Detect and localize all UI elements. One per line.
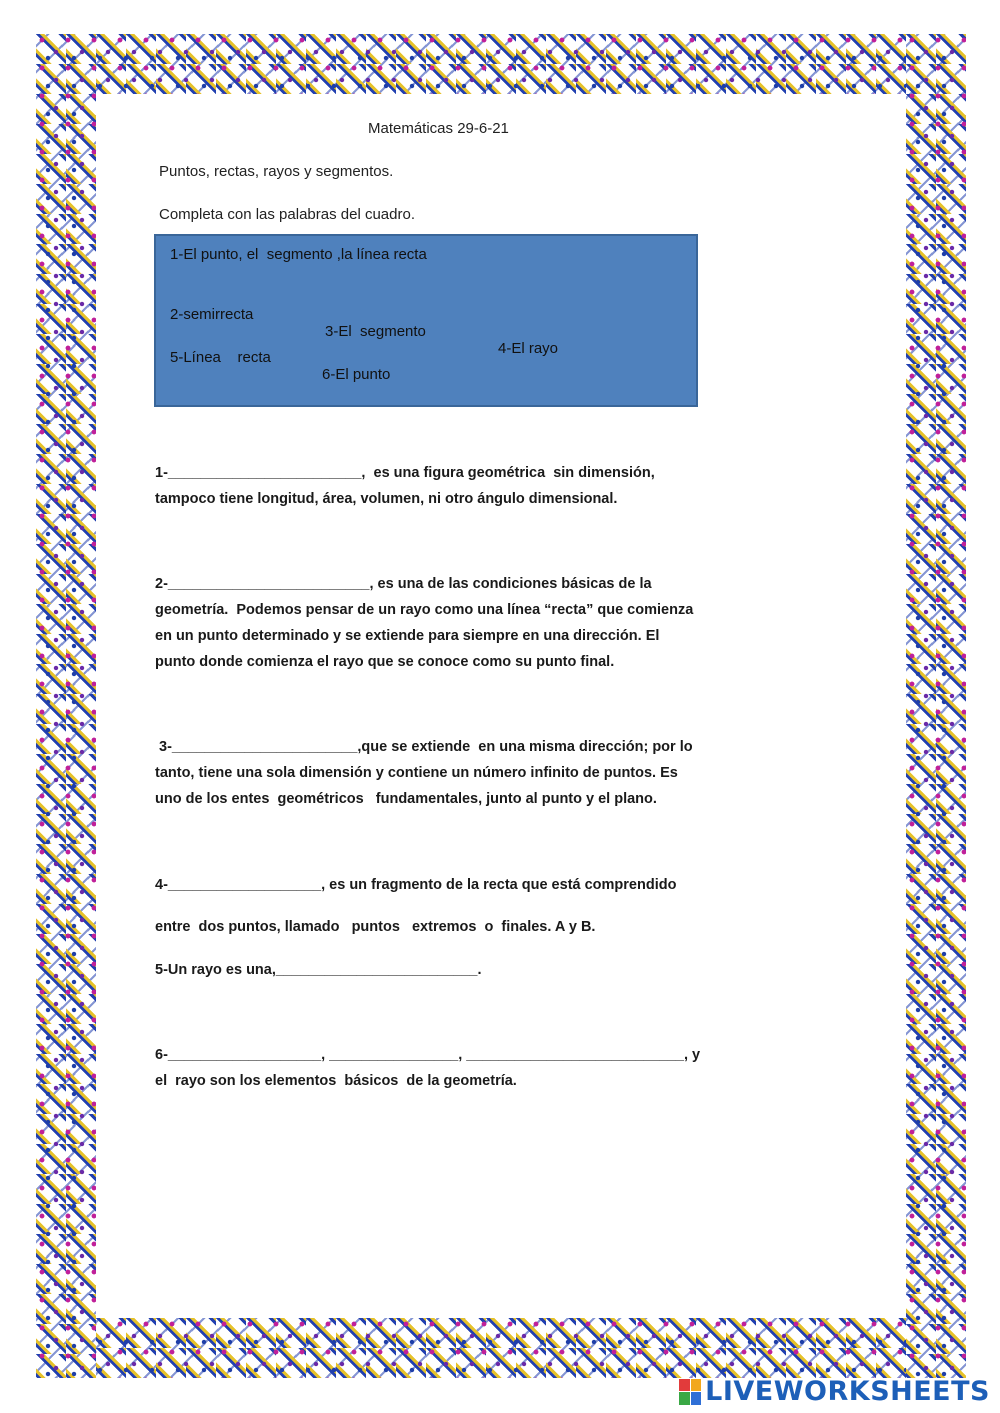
instructions-text: Completa con las palabras del cuadro. xyxy=(159,206,415,223)
worksheet-subtitle: Puntos, rectas, rayos y segmentos. xyxy=(159,163,394,180)
liveworksheets-brand xyxy=(679,1376,990,1407)
liveworksheets-logo-icon xyxy=(679,1379,701,1405)
question-4 xyxy=(155,872,765,940)
word-bank-row-1: 1-El punto, el segmento ,la línea recta xyxy=(170,246,427,263)
word-bank-option: 4-El rayo xyxy=(498,340,559,357)
question-text-line: uno de los entes geométricos fundamentales, junto al punto y el plano. xyxy=(155,791,657,807)
word-bank-row-3 xyxy=(170,332,391,400)
word-bank-option: 2-semirrecta xyxy=(170,306,254,323)
question-text-line: geometría. Podemos pensar de un rayo como una línea “recta” que comienza xyxy=(155,602,694,618)
question-2 xyxy=(155,571,765,675)
question-text-line: punto donde comienza el rayo que se conoce como su punto final. xyxy=(155,654,615,670)
question-text-line: tampoco tiene longitud, área, volumen, ni otro ángulo dimensional. xyxy=(155,491,618,507)
page-title: Matemáticas 29-6-21 xyxy=(368,120,509,137)
question-3 xyxy=(155,734,765,812)
word-bank-box xyxy=(154,234,698,407)
word-bank-option: 5-Línea recta xyxy=(170,349,271,366)
decorative-border-bottom xyxy=(36,1318,966,1378)
decorative-border-left xyxy=(36,34,96,1378)
question-6 xyxy=(155,1042,795,1094)
question-text-line: 2-_________________________, es una de las condiciones básicas de la xyxy=(155,576,652,592)
question-text-line: 5-Un rayo es una,_________________________. xyxy=(155,962,482,978)
question-text-line: 4-___________________, es un fragmento de la recta que está comprendido xyxy=(155,877,677,893)
brand-name: LIVEWORKSHEETS xyxy=(705,1376,990,1407)
decorative-border-top xyxy=(36,34,966,94)
word-bank-option: 6-El punto xyxy=(322,366,391,383)
question-5 xyxy=(155,957,765,983)
question-1 xyxy=(155,460,765,512)
decorative-border-right xyxy=(906,34,966,1378)
question-text-line: 6-___________________, ________________, ___________________________, y xyxy=(155,1047,701,1063)
question-text-line: en un punto determinado y se extiende para siempre en una dirección. El xyxy=(155,628,660,644)
question-text-line: entre dos puntos, llamado puntos extremos o finales. A y B. xyxy=(155,919,596,935)
word-bank-option: 3-El segmento xyxy=(325,323,426,340)
question-text-line: el rayo son los elementos básicos de la geometría. xyxy=(155,1073,517,1089)
question-text-line: 3-_______________________,que se extiende en una misma dirección; por lo xyxy=(155,739,693,755)
question-text-line: 1-________________________, es una figura geométrica sin dimensión, xyxy=(155,465,655,481)
question-text-line: tanto, tiene una sola dimensión y contiene un número infinito de puntos. Es xyxy=(155,765,678,781)
